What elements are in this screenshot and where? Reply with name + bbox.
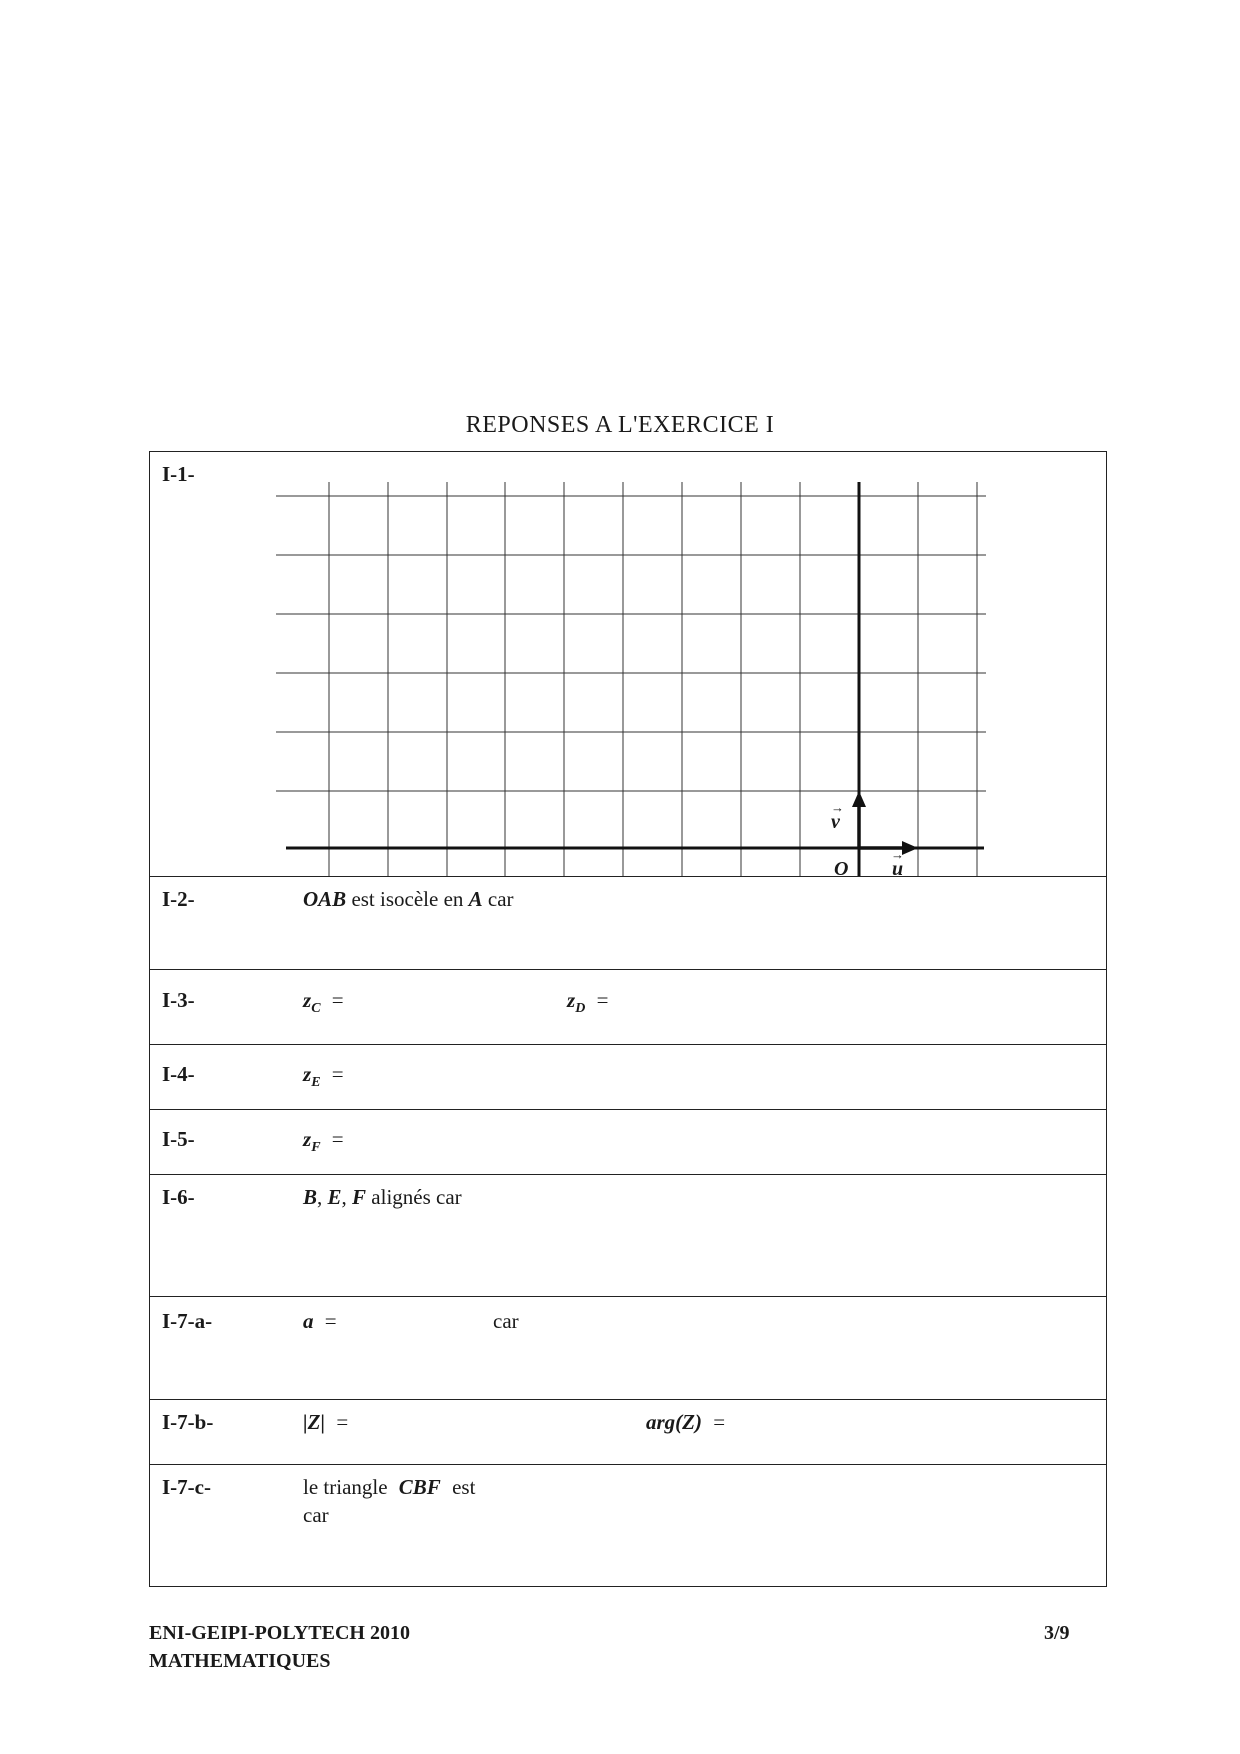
answer-ze[interactable] [303,1062,344,1090]
phrase: le triangle [303,1475,388,1499]
answer-reason[interactable] [303,1503,329,1528]
phrase: est isocèle en [351,887,464,911]
answer-row-i7c [150,1464,1106,1589]
math-subscript: C [311,1001,321,1016]
item-label: I-4- [162,1062,195,1086]
vector-v-label: v [831,811,840,833]
point-name: E [327,1185,342,1209]
page-title: REPONSES A L'EXERCICE I [465,412,775,438]
answer-row-i6 [150,1174,1106,1297]
item-label: I-2- [162,887,195,911]
answer-text[interactable] [303,887,514,912]
point-name: A [468,887,483,911]
point-name: F [352,1185,367,1209]
equals-sign: = [336,1410,349,1434]
item-label: I-7-c- [162,1475,211,1499]
answer-text[interactable] [303,1185,462,1210]
answer-zf[interactable] [303,1127,344,1155]
answer-row-i7a [150,1296,1106,1400]
math-subscript: D [575,1001,586,1016]
vector-u-label: u [892,858,904,880]
equals-sign: = [596,988,609,1012]
item-label: I-7-b- [162,1410,214,1434]
footer-subject: MATHEMATIQUES [149,1650,331,1672]
comma: , [341,1185,347,1209]
coordinate-grid[interactable] [150,452,1108,876]
footer-exam: ENI-GEIPI-POLYTECH 2010 [149,1622,410,1644]
math-var: z [303,988,312,1012]
equals-sign: = [324,1309,337,1333]
math-expr: arg(Z) [646,1410,702,1434]
item-label: I-7-a- [162,1309,213,1333]
equals-sign: = [331,988,344,1012]
vector-u-arrow-glyph: → [891,847,904,862]
comma: , [317,1185,323,1209]
vector-v-arrowhead [852,791,866,807]
phrase: car [303,1503,329,1527]
origin-label: O [834,858,849,880]
triangle-name: OAB [303,887,347,911]
vector-v-arrow-glyph: → [831,800,844,815]
math-subscript: E [311,1075,321,1090]
answer-modulus[interactable] [303,1410,348,1435]
answer-sheet [149,451,1107,1587]
equals-sign: = [713,1410,726,1434]
answer-zd[interactable] [567,988,609,1016]
answer-reason[interactable] [493,1309,519,1334]
answer-row-i2 [150,876,1106,970]
answer-zc[interactable] [303,988,344,1016]
equals-sign: = [331,1062,344,1086]
answer-text[interactable] [303,1475,475,1500]
math-expr: |Z| [303,1410,326,1434]
math-subscript: F [311,1140,321,1155]
item-label: I-5- [162,1127,195,1151]
answer-row-i1 [150,452,1106,880]
math-var: z [303,1127,312,1151]
item-label: I-3- [162,988,195,1012]
phrase: est [452,1475,476,1499]
item-label: I-1- [162,462,195,486]
math-var: z [303,1062,312,1086]
phrase: alignés car [371,1185,462,1209]
triangle-name: CBF [398,1475,441,1499]
answer-row-i4 [150,1044,1106,1110]
equals-sign: = [331,1127,344,1151]
phrase: car [487,887,514,911]
math-var: a [303,1309,314,1333]
vector-u-arrowhead [902,841,918,855]
answer-argument[interactable] [646,1410,725,1435]
point-name: B [303,1185,318,1209]
math-var: z [567,988,576,1012]
answer-a[interactable] [303,1309,337,1334]
page-number: 3/9 [1044,1622,1070,1644]
answer-row-i7b [150,1399,1106,1465]
answer-row-i3 [150,969,1106,1045]
phrase: car [493,1309,519,1333]
answer-row-i5 [150,1109,1106,1175]
item-label: I-6- [162,1185,195,1209]
